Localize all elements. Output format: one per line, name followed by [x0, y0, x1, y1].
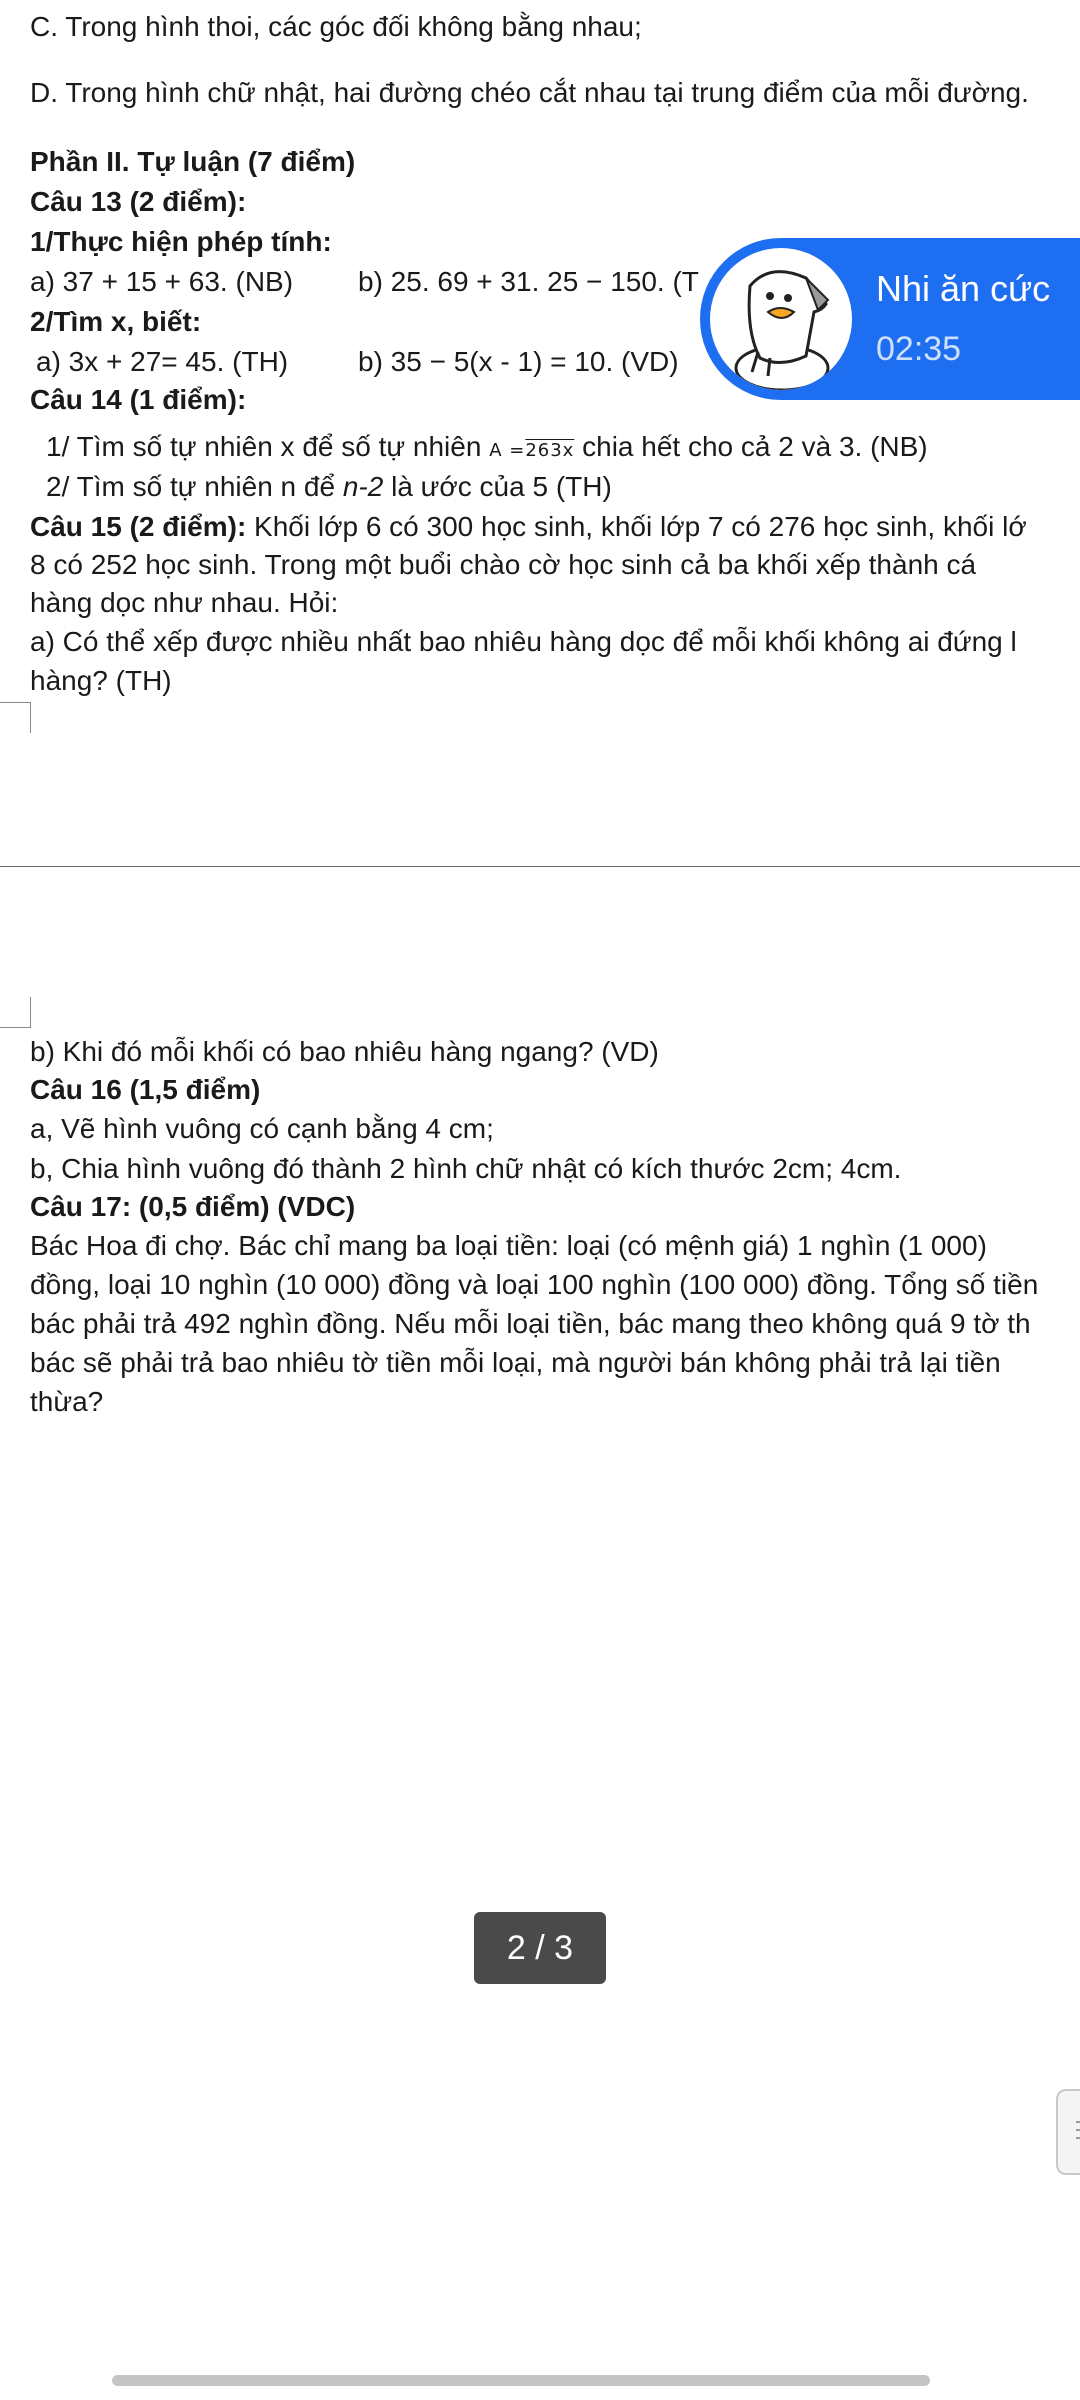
q13-1b: b) 25. 69 + 31. 25 − 150. (T [358, 266, 699, 297]
q13-heading: Câu 13 (2 điểm): [30, 186, 247, 217]
q13-2a: a) 3x + 27= 45. (TH) [36, 346, 289, 377]
page-indicator: 2 / 3 [474, 1912, 606, 1984]
q14-1-text-pre: 1/ Tìm số tự nhiên x để số tự nhiên [46, 431, 482, 462]
q14-1 [46, 428, 928, 470]
q16-heading: Câu 16 (1,5 điểm) [30, 1074, 261, 1105]
q14-1-math-num: 263x [525, 440, 575, 461]
home-gesture-bar[interactable] [112, 2375, 930, 2386]
crop-mark-bottom [0, 997, 31, 1028]
q14-1-math-a: A = [489, 440, 526, 461]
floating-call-bubble[interactable] [700, 238, 1080, 400]
q15-line3: hàng dọc như nhau. Hỏi: [30, 587, 339, 618]
q13-part2: 2/Tìm x, biết: [30, 306, 202, 337]
grip-line-icon [1076, 2129, 1080, 2131]
q13-part1: 1/Thực hiện phép tính: [30, 226, 332, 257]
part-2-heading: Phần II. Tự luận (7 điểm) [30, 146, 356, 177]
q15-line2: 8 có 252 học sinh. Trong một buổi chào cờ học sinh cả ba khối xếp thành cá [30, 549, 977, 580]
q17-line1: Bác Hoa đi chợ. Bác chỉ mang ba loại tiền: loại (có mệnh giá) 1 nghìn (1 000) [30, 1230, 987, 1261]
q14-heading: Câu 14 (1 điểm): [30, 384, 247, 415]
page-divider [0, 866, 1080, 867]
q15-a-line1: a) Có thể xếp được nhiều nhất bao nhiêu hàng dọc để mỗi khối không ai đứng l [30, 626, 1017, 657]
q17-line3: bác phải trả 492 nghìn đồng. Nếu mỗi loại tiền, bác mang theo không quá 9 tờ th [30, 1308, 1031, 1339]
q17-line4: bác sẽ phải trả bao nhiêu tờ tiền mỗi loại, mà người bán không phải trả lại tiền [30, 1347, 1001, 1378]
scroll-handle[interactable] [1056, 2089, 1080, 2175]
q16-a: a, Vẽ hình vuông có cạnh bằng 4 cm; [30, 1113, 494, 1144]
q17-line2: đồng, loại 10 nghìn (10 000) đồng và loại 100 nghìn (100 000) đồng. Tổng số tiền [30, 1269, 1039, 1300]
q15-heading: Câu 15 (2 điểm): [30, 511, 247, 542]
option-d: D. Trong hình chữ nhật, hai đường chéo cắt nhau tại trung điểm của mỗi đường. [30, 77, 1029, 108]
q14-2-text-pre: 2/ Tìm số tự nhiên n để [46, 471, 336, 502]
q15-line1-rest: Khối lớp 6 có 300 học sinh, khối lớp 7 có 276 học sinh, khối lớ [246, 511, 1027, 542]
q13-2b: b) 35 − 5(x - 1) = 10. (VD) [358, 346, 679, 377]
crop-mark-top [0, 702, 31, 733]
grip-line-icon [1076, 2121, 1080, 2123]
duck-avatar-icon [710, 248, 852, 390]
q16-b: b, Chia hình vuông đó thành 2 hình chữ nhật có kích thước 2cm; 4cm. [30, 1153, 902, 1184]
q14-2 [46, 468, 612, 506]
q13-1a: a) 37 + 15 + 63. (NB) [30, 266, 294, 297]
q17-line5: thừa? [30, 1386, 104, 1417]
option-c: C. Trong hình thoi, các góc đối không bằng nhau; [30, 11, 642, 42]
call-timer: 02:35 [876, 330, 962, 368]
q14-1-text-post: chia hết cho cả 2 và 3. (NB) [582, 431, 928, 462]
q15-line1 [30, 508, 1027, 546]
q14-2-n: n-2 [342, 471, 384, 502]
q15-a-line2: hàng? (TH) [30, 665, 172, 696]
q17-heading: Câu 17: (0,5 điểm) (VDC) [30, 1191, 356, 1222]
caller-name: Nhi ăn cức [876, 268, 1051, 309]
q15-b: b) Khi đó mỗi khối có bao nhiêu hàng ngang? (VD) [30, 1036, 659, 1067]
q14-2-text-post: là ước của 5 (TH) [391, 471, 612, 502]
grip-line-icon [1076, 2137, 1080, 2139]
